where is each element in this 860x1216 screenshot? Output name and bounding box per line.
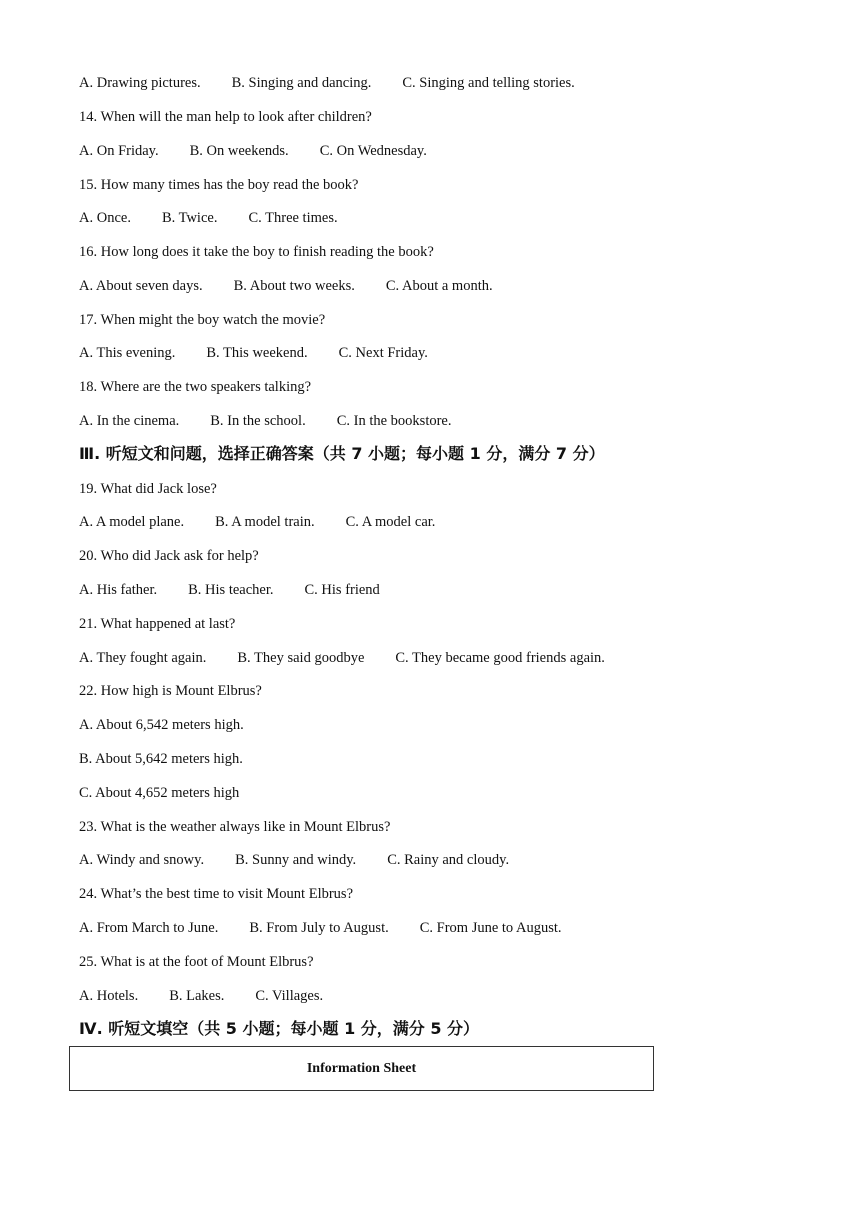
information-sheet-table bbox=[69, 1046, 654, 1091]
answer-option: A. From March to June. bbox=[79, 920, 219, 936]
section-heading: Ⅲ. 听短文和问题，选择正确答案（共 7 小题；每小题 1 分，满分 7 分） bbox=[79, 444, 605, 463]
information-sheet-title: Information Sheet bbox=[306, 1060, 417, 1076]
question-text: 14. When will the man help to look after children? bbox=[79, 109, 372, 125]
answer-options bbox=[79, 208, 338, 228]
question-text: 18. Where are the two speakers talking? bbox=[79, 379, 312, 395]
answer-options bbox=[79, 73, 575, 93]
answer-option: B. In the school. bbox=[210, 413, 306, 429]
answer-option: B. About two weeks. bbox=[233, 278, 355, 294]
answer-option: C. A model car. bbox=[345, 514, 436, 530]
question-text: 21. What happened at last? bbox=[79, 616, 236, 632]
answer-option: B. From July to August. bbox=[249, 920, 389, 936]
answer-option: C. On Wednesday. bbox=[319, 143, 427, 159]
question-text: 22. How high is Mount Elbrus? bbox=[79, 683, 262, 699]
answer-option: C. Three times. bbox=[248, 210, 338, 226]
answer-options bbox=[79, 411, 452, 431]
answer-options bbox=[79, 918, 562, 938]
answer-option: B. His teacher. bbox=[188, 582, 274, 598]
answer-option: A. On Friday. bbox=[79, 143, 159, 159]
question-text: 17. When might the boy watch the movie? bbox=[79, 312, 326, 328]
answer-option: C. Next Friday. bbox=[338, 345, 428, 361]
answer-option: C. Villages. bbox=[255, 988, 324, 1004]
question-text: 25. What is at the foot of Mount Elbrus? bbox=[79, 954, 314, 970]
answer-option: B. A model train. bbox=[215, 514, 315, 530]
answer-option: B. Lakes. bbox=[169, 988, 225, 1004]
answer-option: C. About a month. bbox=[385, 278, 493, 294]
answer-option: A. Once. bbox=[79, 210, 131, 226]
answer-option: A. Windy and snowy. bbox=[79, 852, 205, 868]
answer-options bbox=[79, 276, 493, 296]
answer-option: A. Drawing pictures. bbox=[79, 75, 201, 91]
answer-option: B. They said goodbye bbox=[237, 650, 365, 666]
answer-option: A. Hotels. bbox=[79, 988, 139, 1004]
answer-option: C. Rainy and cloudy. bbox=[387, 852, 510, 868]
answer-option: A. His father. bbox=[79, 582, 158, 598]
answer-option: B. Singing and dancing. bbox=[231, 75, 372, 91]
answer-option: B. This weekend. bbox=[206, 345, 308, 361]
question-text: 16. How long does it take the boy to finish reading the book? bbox=[79, 244, 434, 260]
answer-options bbox=[79, 141, 427, 161]
question-text: 19. What did Jack lose? bbox=[79, 481, 217, 497]
answer-option: A. They fought again. bbox=[79, 650, 207, 666]
question-text: A. About 6,542 meters high. bbox=[79, 717, 244, 733]
answer-option: C. Singing and telling stories. bbox=[402, 75, 575, 91]
answer-options bbox=[79, 986, 323, 1006]
answer-option: B. Twice. bbox=[161, 210, 218, 226]
answer-options bbox=[79, 580, 380, 600]
answer-option: A. In the cinema. bbox=[79, 413, 180, 429]
answer-options bbox=[79, 512, 435, 532]
question-text: 20. Who did Jack ask for help? bbox=[79, 548, 259, 564]
answer-option: A. A model plane. bbox=[79, 514, 185, 530]
answer-options bbox=[79, 850, 509, 870]
answer-option: B. Sunny and windy. bbox=[235, 852, 357, 868]
answer-option: A. This evening. bbox=[79, 345, 176, 361]
answer-options bbox=[79, 648, 605, 668]
answer-option: C. His friend bbox=[304, 582, 380, 598]
answer-options bbox=[79, 343, 428, 363]
answer-option: B. On weekends. bbox=[189, 143, 289, 159]
answer-option: C. In the bookstore. bbox=[336, 413, 452, 429]
question-text: 15. How many times has the boy read the book? bbox=[79, 177, 359, 193]
question-text: C. About 4,652 meters high bbox=[79, 785, 240, 801]
section-heading: Ⅳ. 听短文填空（共 5 小题；每小题 1 分，满分 5 分） bbox=[79, 1019, 480, 1038]
question-text: 24. What’s the best time to visit Mount Elbrus? bbox=[79, 886, 353, 902]
question-text: 23. What is the weather always like in Mount Elbrus? bbox=[79, 819, 391, 835]
question-text: B. About 5,642 meters high. bbox=[79, 751, 243, 767]
answer-option: C. From June to August. bbox=[419, 920, 562, 936]
answer-option: A. About seven days. bbox=[79, 278, 203, 294]
answer-option: C. They became good friends again. bbox=[395, 650, 605, 666]
